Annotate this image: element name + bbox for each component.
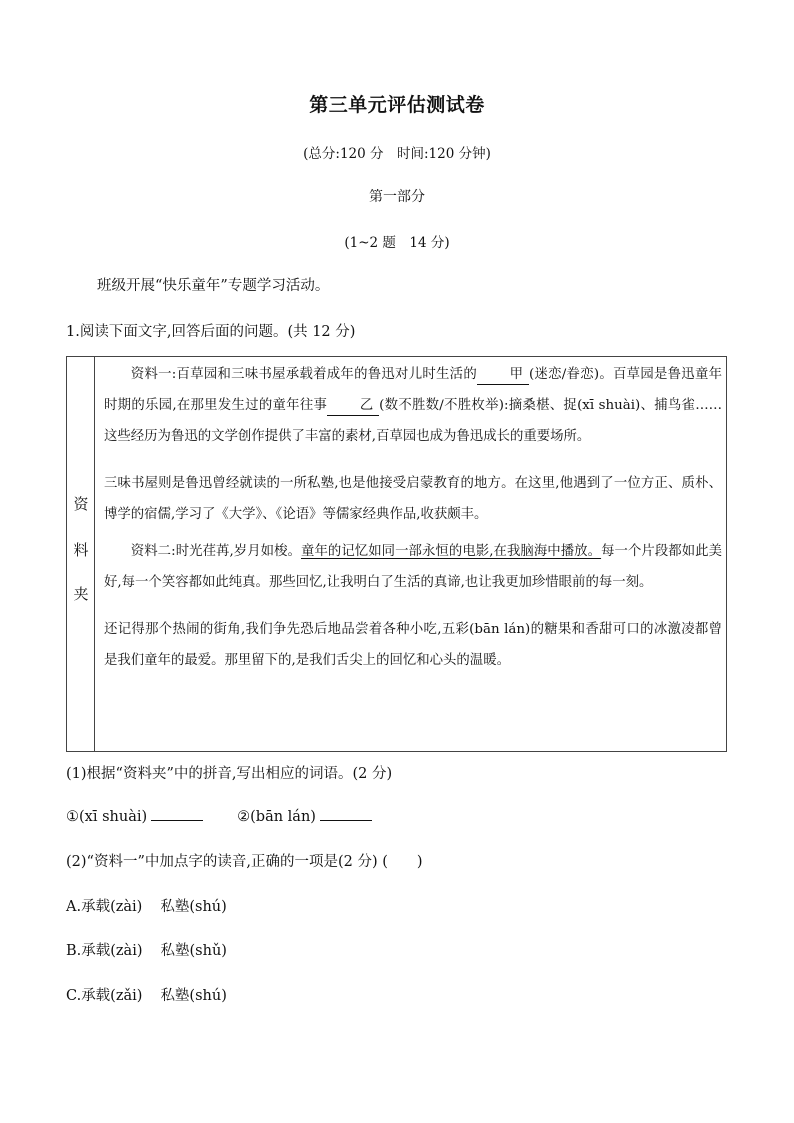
answer-blank-1[interactable] (151, 806, 203, 821)
material-2-paragraph-2: 还记得那个热闹的街角,我们争先恐后地品尝着各种小吃,五彩(bān lán)的糖果和香甜可口的冰激凌都曾是我们童年的最爱。那里留下的,是我们舌尖上的回忆和心头的温暖。 (104, 622, 722, 668)
option-letter: B. (66, 943, 82, 959)
underlined-sentence: 童年的记忆如同一部永恒的电影,在我脑海中播放。 (301, 544, 602, 559)
option-a[interactable] (66, 895, 227, 916)
folder-label-char: 资 (73, 495, 89, 513)
part-heading: 第一部分 (369, 189, 425, 205)
material-1-text: 资料一:百草园和三味书屋承载着成年的鲁迅对儿时生活的 (130, 367, 477, 382)
sub-question-2-stem: (2)“资料一”中加点字的读音,正确的一项是(2 分) ( ) (66, 854, 423, 870)
option-letter: C. (66, 988, 82, 1004)
blank-jia: 甲 (477, 366, 529, 385)
blank-yi: 乙 (327, 397, 379, 416)
option-b[interactable] (66, 939, 227, 960)
folder-label-column (67, 357, 95, 751)
sub-question-1-stem: (1)根据“资料夹”中的拼音,写出相应的词语。(2 分) (66, 766, 393, 782)
option-word-2: 私塾(shú) (160, 899, 227, 915)
exam-info: (总分:120 分 时间:120 分钟) (303, 146, 491, 162)
option-word-1: 承载(zài) (81, 899, 143, 915)
sub-question-1-items (66, 806, 372, 825)
material-1-paragraph-2: 三味书屋则是鲁迅曾经就读的一所私塾,也是他接受启蒙教育的地方。在这里,他遇到了一位方正、质朴、博学的宿儒,学习了《大学》、《论语》等儒家经典作品,收获颇丰。 (104, 476, 722, 522)
pinyin-item-1: ①(xī shuài) (66, 809, 148, 825)
option-word-1: 承载(zài) (81, 943, 143, 959)
material-2-text: 资料二:时光荏苒,岁月如梭。 (130, 544, 301, 559)
material-1-text: (迷恋/眷恋)。百草园是鲁迅童年时期的乐园,在那里发生过的童年往事 (104, 367, 722, 413)
option-c[interactable] (66, 984, 227, 1005)
material-2-paragraph-1 (104, 536, 722, 598)
activity-intro: 班级开展“快乐童年”专题学习活动。 (97, 278, 330, 294)
answer-blank-2[interactable] (320, 806, 372, 821)
material-2-text: 每一个片段都如此美好,每一个笑容都如此纯真。那些回忆,让我明白了生活的真谛,也让我更加珍惜眼前的每一刻。 (104, 544, 722, 590)
material-folder-box (66, 356, 727, 752)
option-letter: A. (66, 899, 82, 915)
page-title: 第三单元评估测试卷 (309, 94, 485, 116)
folder-label-char: 料 (73, 541, 89, 559)
question-range: (1~2 题 14 分) (344, 235, 450, 251)
question-1-stem: 1.阅读下面文字,回答后面的问题。(共 12 分) (66, 324, 356, 340)
folder-label-char: 夹 (73, 585, 89, 603)
option-word-2: 私塾(shú) (160, 988, 227, 1004)
option-word-1: 承载(zǎi) (81, 988, 143, 1004)
pinyin-item-2: ②(bān lán) (237, 809, 316, 825)
material-1-text: (数不胜数/不胜枚举):摘桑椹、捉(xī shuài)、捕鸟雀……这些经历为鲁迅的文学创作提供了丰富的素材,百草园也成为鲁迅成长的重要场所。 (104, 398, 722, 444)
material-1-paragraph-1 (104, 359, 722, 452)
folder-content (104, 359, 722, 676)
option-word-2: 私塾(shǔ) (160, 943, 227, 959)
